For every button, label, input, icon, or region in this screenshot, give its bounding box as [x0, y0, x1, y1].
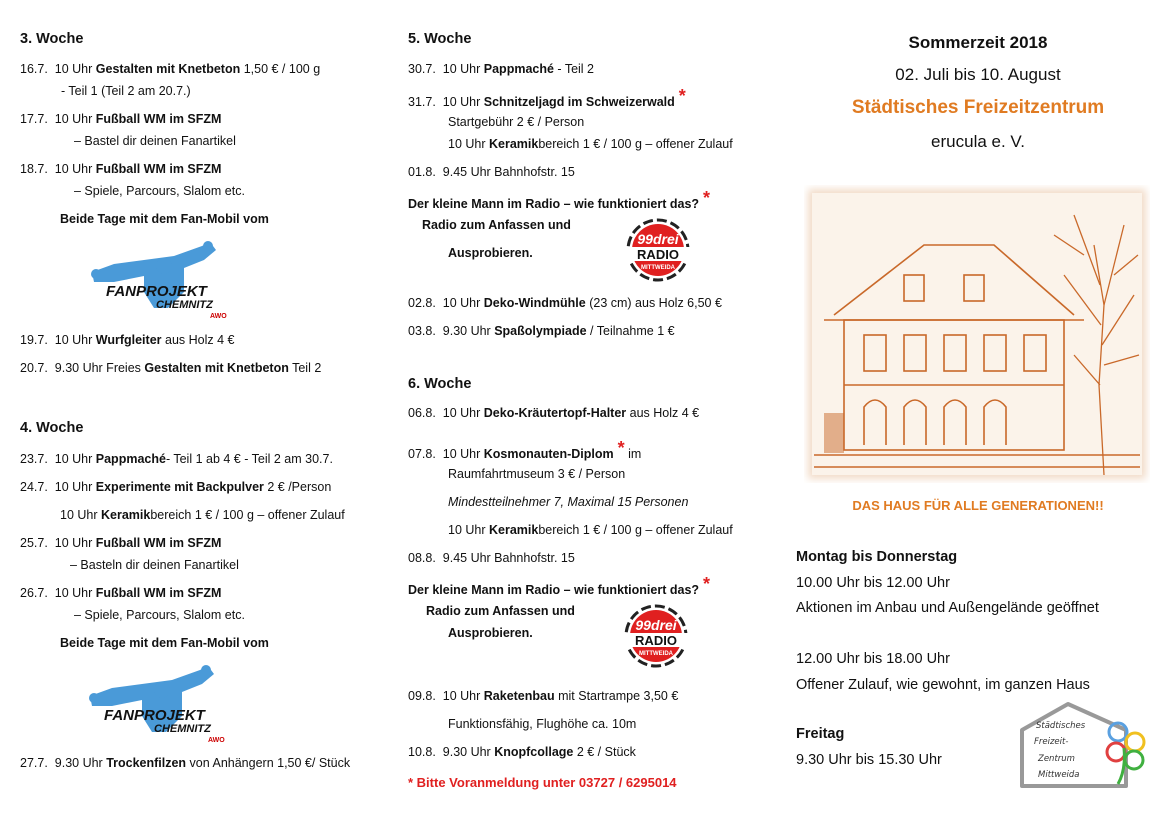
list-item: 25.7. 10 Uhr Fußball WM im SFZM: [20, 536, 222, 550]
building-illustration: [804, 185, 1150, 483]
fanprojekt-chemnitz-logo: [84, 236, 254, 322]
opening-desc-2: Offener Zulauf, wie gewohnt, im ganzen Haus: [796, 677, 1090, 693]
sfzm-logo-line-3: Zentrum: [1038, 754, 1075, 764]
list-item-sub: Mindestteilnehmer 7, Maximal 15 Personen: [448, 495, 689, 509]
fan-logo-text-1: FANPROJEKT: [104, 707, 205, 724]
radio-logo-mid: RADIO: [637, 247, 679, 262]
week-5-title: 5. Woche: [408, 31, 472, 47]
sfzm-logo-line-4: Mittweida: [1038, 770, 1080, 780]
list-item: 24.7. 10 Uhr Experimente mit Backpulver 2 € /Person: [20, 480, 332, 494]
date-range: 02. Juli bis 10. August: [895, 65, 1061, 84]
fan-mobil-note: Beide Tage mit dem Fan-Mobil vom: [60, 212, 269, 226]
list-item: 26.7. 10 Uhr Fußball WM im SFZM: [20, 586, 222, 600]
radio-question: Der kleine Mann im Radio – wie funktioniert das? *: [408, 574, 711, 597]
radio-answer: Ausprobieren.: [448, 246, 533, 260]
list-item: 16.7. 10 Uhr Gestalten mit Knetbeton 1,50 € / 100 g: [20, 62, 321, 76]
list-item: 18.7. 10 Uhr Fußball WM im SFZM: [20, 162, 222, 176]
registration-footnote: * Bitte Voranmeldung unter 03727 / 6295014: [408, 775, 677, 790]
fan-logo-awo: AWO: [208, 737, 225, 744]
list-item: 20.7. 9.30 Uhr Freies Gestalten mit Knetbeton Teil 2: [20, 361, 322, 375]
list-item: 10.8. 9.30 Uhr Knopfcollage 2 € / Stück: [408, 745, 636, 759]
list-item-sub: Startgebühr 2 € / Person: [448, 115, 585, 129]
radio-logo-bot: MITTWEIDA: [641, 265, 675, 271]
list-item-sub: 10 Uhr Keramikbereich 1 € / 100 g – offener Zulauf: [448, 523, 733, 537]
opening-days-friday: Freitag: [796, 726, 845, 742]
list-item-sub: 10 Uhr Keramikbereich 1 € / 100 g – offener Zulauf: [60, 508, 345, 522]
list-item: 17.7. 10 Uhr Fußball WM im SFZM: [20, 112, 222, 126]
opening-time-1: 10.00 Uhr bis 12.00 Uhr: [796, 575, 950, 591]
page-title: Sommerzeit 2018: [908, 33, 1048, 52]
list-item: 02.8. 10 Uhr Deko-Windmühle (23 cm) aus Holz 6,50 €: [408, 296, 722, 310]
list-item-sub: – Bastel dir deinen Fanartikel: [74, 134, 236, 148]
list-item: 31.7. 10 Uhr Schnitzeljagd im Schweizerwald *: [408, 86, 686, 109]
fan-logo-awo: AWO: [210, 313, 227, 320]
list-item-sub: – Spiele, Parcours, Slalom etc.: [74, 608, 245, 622]
list-item-sub: – Basteln dir deinen Fanartikel: [70, 558, 239, 572]
week-4-title: 4. Woche: [20, 420, 84, 436]
list-item-sub: - Teil 1 (Teil 2 am 20.7.): [61, 84, 191, 98]
list-item-sub: Raumfahrtmuseum 3 € / Person: [448, 467, 626, 481]
radio-logo-top: 99drei: [637, 231, 679, 247]
week-3-title: 3. Woche: [20, 31, 84, 47]
list-item: 19.7. 10 Uhr Wurfgleiter aus Holz 4 €: [20, 333, 235, 347]
fan-logo-text-1: FANPROJEKT: [106, 283, 207, 300]
fan-logo-text-2: CHEMNITZ: [156, 299, 213, 311]
list-item: 03.8. 9.30 Uhr Spaßolympiade / Teilnahme 1 €: [408, 324, 675, 338]
opening-desc-1: Aktionen im Anbau und Außengelände geöffnet: [796, 600, 1099, 616]
list-item-sub: 10 Uhr Keramikbereich 1 € / 100 g – offener Zulauf: [448, 137, 733, 151]
sfzm-logo-line-1: Städtisches: [1036, 721, 1086, 731]
radio-logo-bot: MITTWEIDA: [639, 651, 673, 657]
radio-question: Der kleine Mann im Radio – wie funktioniert das? *: [408, 188, 711, 211]
org-name: Städtisches Freizeitzentrum: [851, 97, 1105, 118]
fan-mobil-note: Beide Tage mit dem Fan-Mobil vom: [60, 636, 269, 650]
radio-logo-mid: RADIO: [635, 633, 677, 648]
radio-logo-top: 99drei: [635, 617, 677, 633]
list-item: 01.8. 9.45 Uhr Bahnhofstr. 15: [408, 165, 575, 179]
radio-mittweida-logo: [610, 600, 702, 672]
list-item-sub: Funktionsfähig, Flughöhe ca. 10m: [448, 717, 637, 731]
registration-star: *: [617, 438, 625, 458]
week-6-title: 6. Woche: [408, 376, 472, 392]
list-item: 08.8. 9.45 Uhr Bahnhofstr. 15: [408, 551, 575, 565]
list-item: 30.7. 10 Uhr Pappmaché - Teil 2: [408, 62, 595, 76]
slogan: DAS HAUS FÜR ALLE GENERATIONEN!!: [852, 498, 1104, 513]
fanprojekt-chemnitz-logo: [82, 660, 252, 746]
list-item: 06.8. 10 Uhr Deko-Kräutertopf-Halter aus Holz 4 €: [408, 406, 700, 420]
association-name: erucula e. V.: [931, 132, 1025, 151]
fan-logo-text-2: CHEMNITZ: [154, 723, 211, 735]
registration-star: *: [678, 86, 686, 106]
list-item: 23.7. 10 Uhr Pappmaché- Teil 1 ab 4 € - Teil 2 am 30.7.: [20, 452, 333, 466]
list-item-sub: – Spiele, Parcours, Slalom etc.: [74, 184, 245, 198]
sfzm-logo-line-2: Freizeit-: [1034, 737, 1069, 747]
opening-time-2: 12.00 Uhr bis 18.00 Uhr: [796, 651, 950, 667]
opening-days-mon-thu: Montag bis Donnerstag: [796, 549, 958, 565]
list-item: 07.8. 10 Uhr Kosmonauten-Diplom * im: [408, 438, 642, 461]
radio-answer: Ausprobieren.: [448, 626, 533, 640]
registration-star: *: [703, 188, 711, 208]
radio-mittweida-logo: [612, 214, 704, 286]
list-item: 27.7. 9.30 Uhr Trockenfilzen von Anhängern 1,50 €/ Stück: [20, 756, 351, 770]
sfzm-logo: [1018, 700, 1158, 790]
opening-time-3: 9.30 Uhr bis 15.30 Uhr: [796, 752, 942, 768]
registration-star: *: [703, 574, 711, 594]
radio-answer: Radio zum Anfassen und: [426, 604, 575, 618]
radio-answer: Radio zum Anfassen und: [422, 218, 571, 232]
list-item: 09.8. 10 Uhr Raketenbau mit Startrampe 3,50 €: [408, 689, 679, 703]
